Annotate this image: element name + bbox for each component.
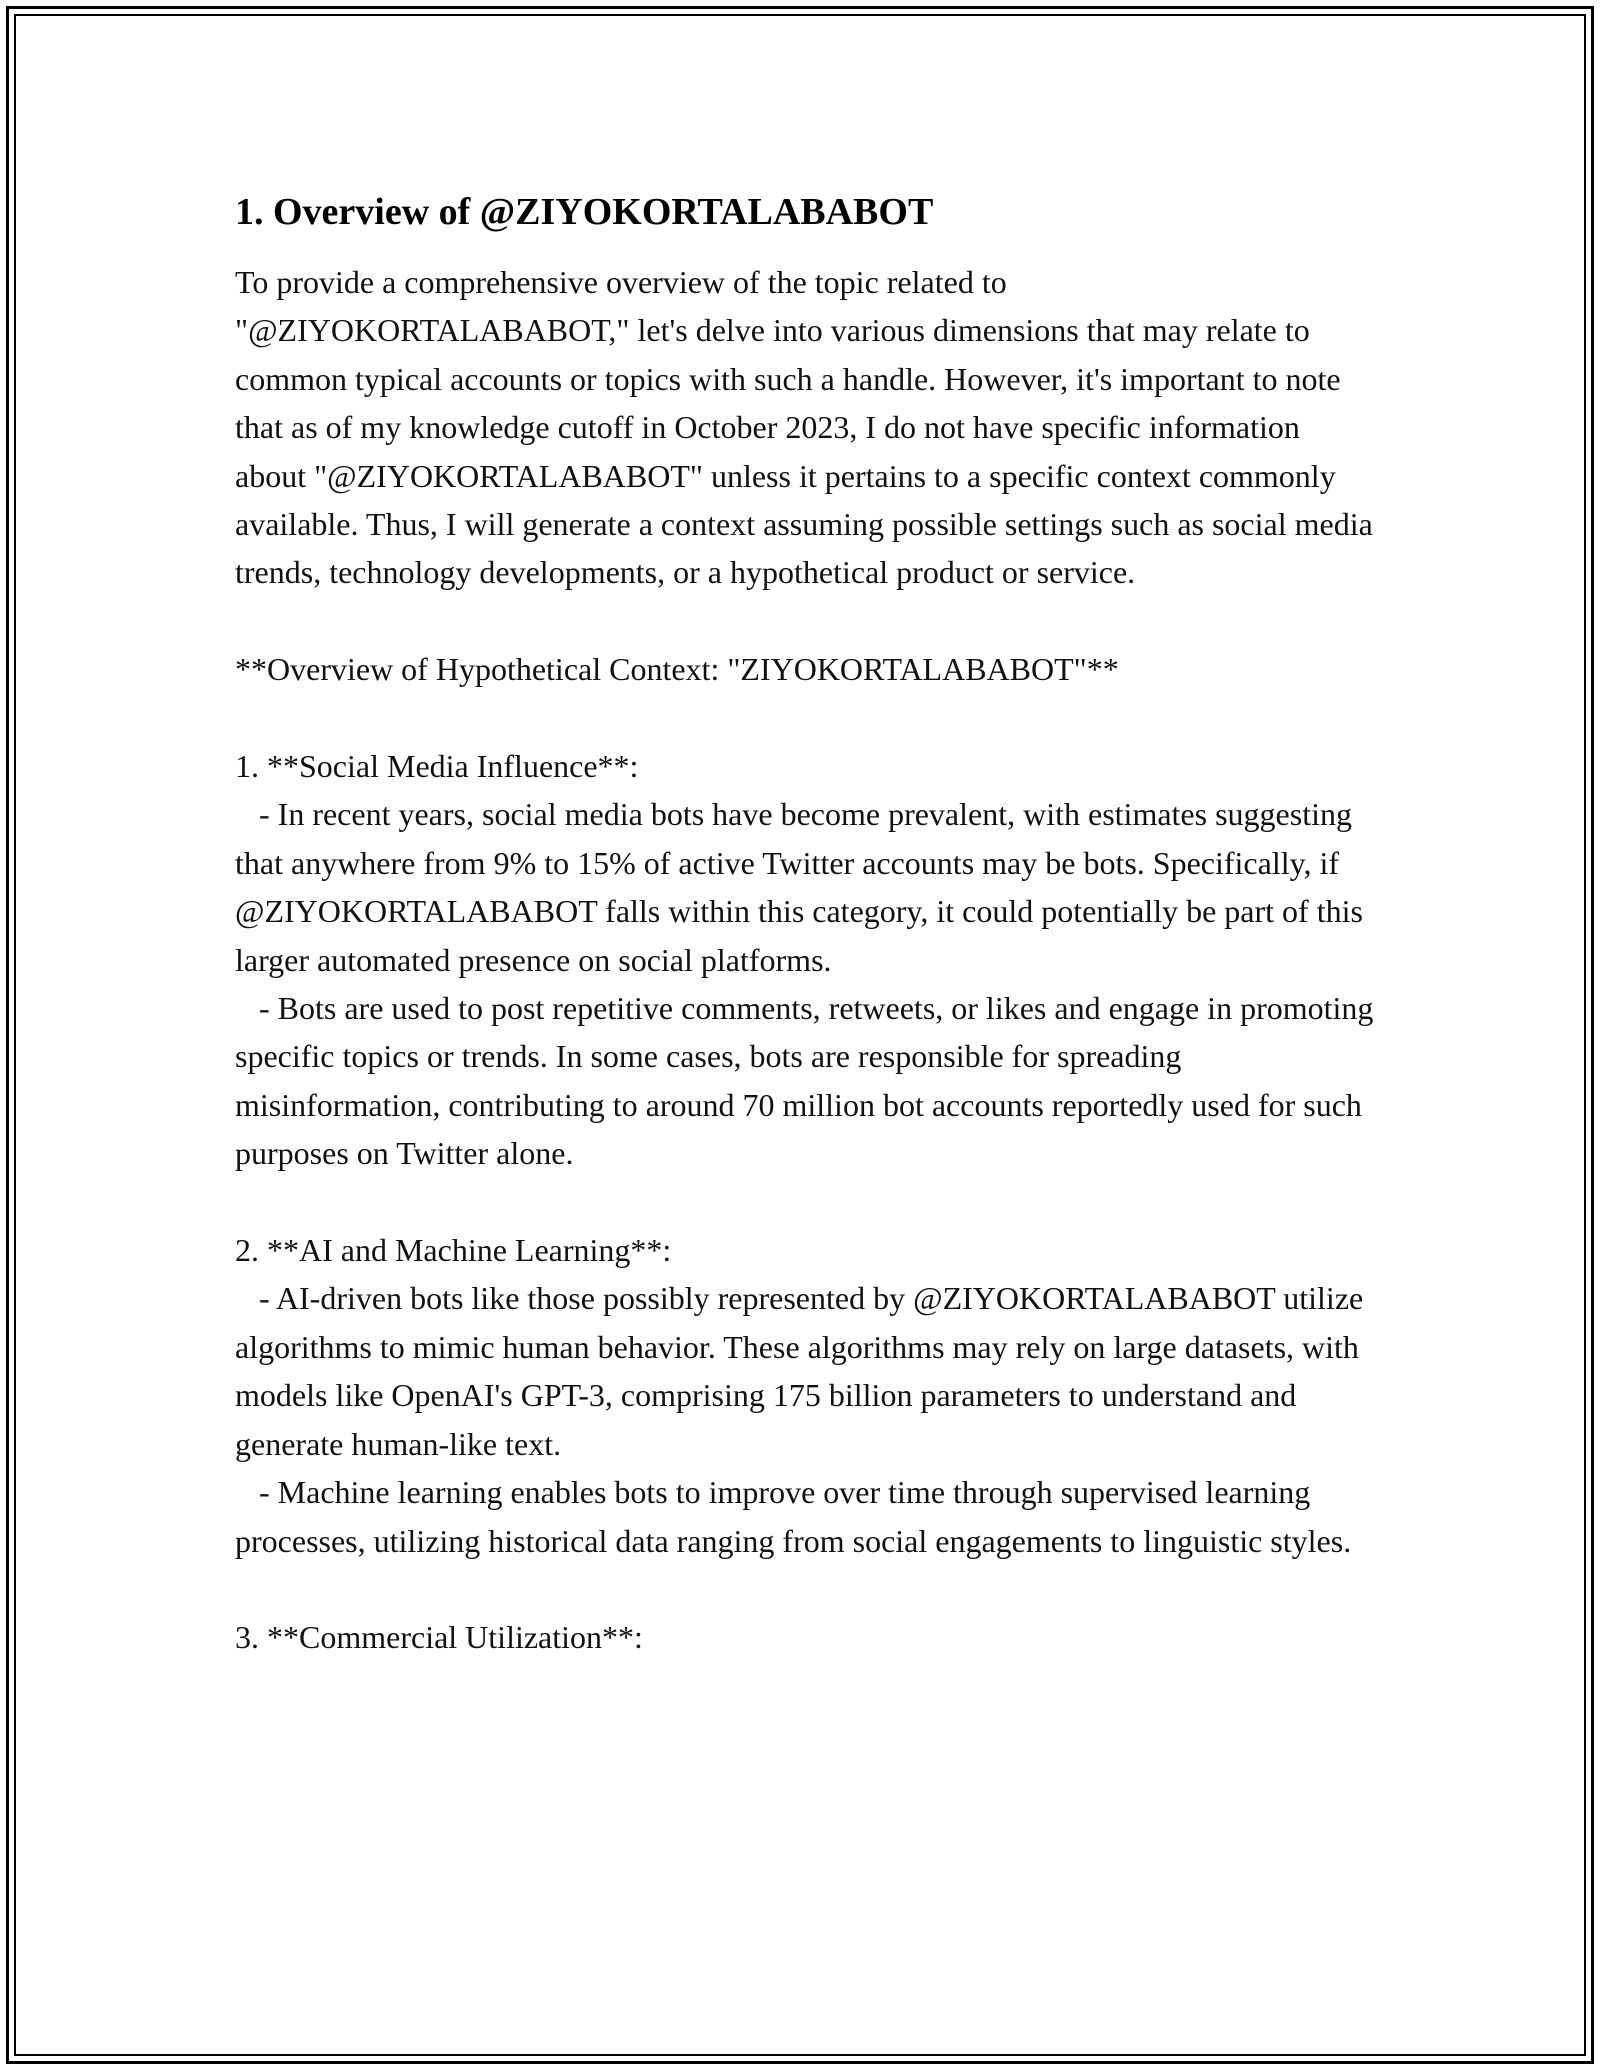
social-media-section: 1. **Social Media Influence**: - In recent years, social media bots have become prevalent, with estimates suggesting that anywhere from 9% to 15% of active Twitter accounts may be bots. Specifically, if @ZIYOKORTALABABOT falls within this category, it could potentially be part of this larger automated presence on social platforms. - Bots are used to post repetitive comments, retweets, or likes and engage in promoting specific topics or trends. In some cases, bots are responsible for spreading misinformation, contributing to around 70 million bot accounts reportedly used for such purposes on Twitter alone. bbox=[235, 748, 1374, 1172]
commercial-section: 3. **Commercial Utilization**: bbox=[235, 1619, 643, 1656]
intro-paragraph: To provide a comprehensive overview of the topic related to "@ZIYOKORTALABABOT," let's delve into various dimensions that may relate to common typical accounts or topics with such a handle. However, it's important to note that as of my knowledge cutoff in October 2023, I do not have specific information about "@ZIYOKORTALABABOT" unless it pertains to a specific context commonly available. Thus, I will generate a context assuming possible settings such as social media trends, technology developments, or a hypothetical product or service. bbox=[235, 264, 1381, 591]
ai-ml-section: 2. **AI and Machine Learning**: - AI-driven bots like those possibly represented by @ZIYOKORTALABABOT utilize algorithms to mimic human behavior. These algorithms may rely on large datasets, with models like OpenAI's GPT-3, comprising 175 billion parameters to understand and generate human-like text. - Machine learning enables bots to improve over time through supervised learning processes, utilizing historical data ranging from social engagements to linguistic styles. bbox=[235, 1232, 1364, 1559]
section-heading: 1. Overview of @ZIYOKORTALABABOT bbox=[235, 191, 934, 233]
paragraph-spacer bbox=[235, 694, 1375, 742]
paragraph-spacer bbox=[235, 1178, 1375, 1226]
paragraph-spacer bbox=[235, 597, 1375, 645]
document-body bbox=[235, 186, 1381, 1662]
paragraph-spacer bbox=[235, 1565, 1375, 1613]
context-title-paragraph: **Overview of Hypothetical Context: "ZIYOKORTALABABOT"** bbox=[235, 651, 1119, 688]
